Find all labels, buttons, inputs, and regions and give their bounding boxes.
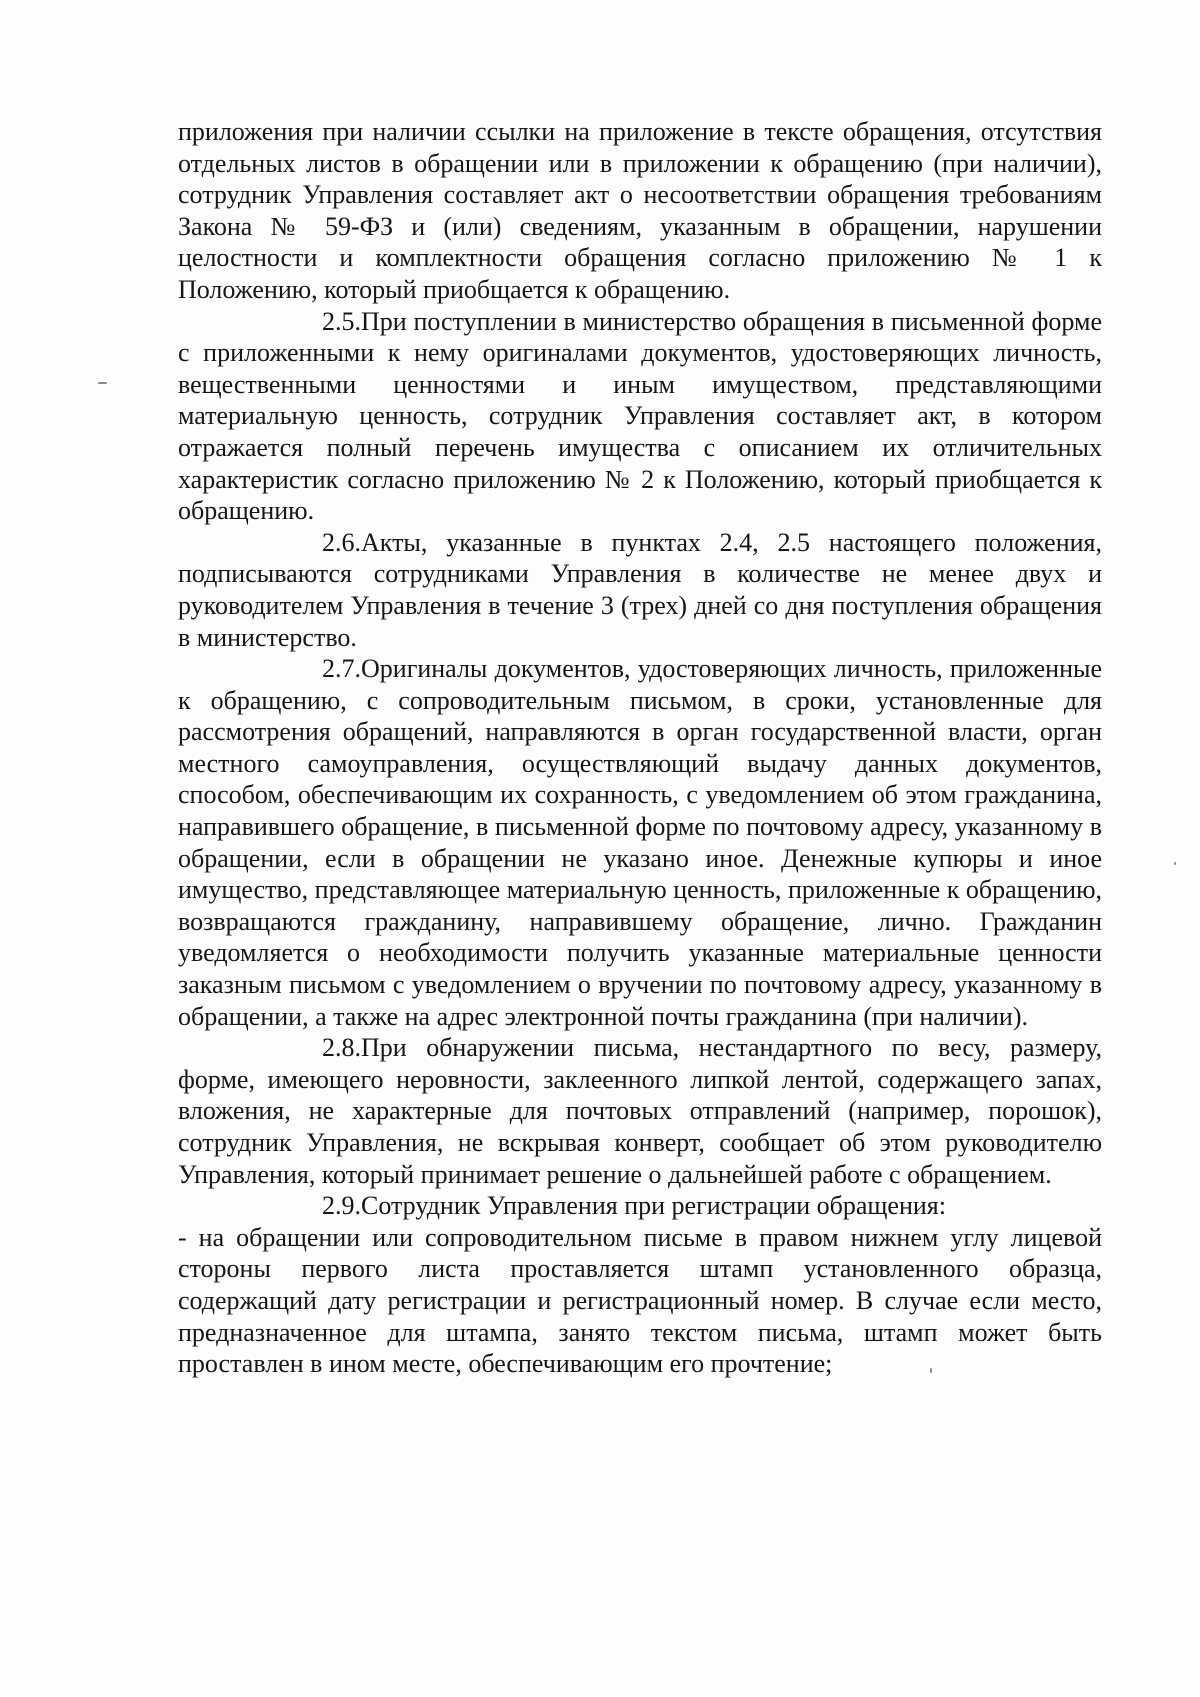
scan-speck (930, 1368, 932, 1373)
paragraph-2-4-continuation (178, 116, 1102, 306)
paragraph-2-6 (178, 527, 1102, 653)
paragraph-2-9-item-1 (178, 1222, 1102, 1380)
paragraph-2-7 (178, 653, 1102, 1032)
paragraph-number: 2.5. (322, 306, 361, 336)
scan-speck (1174, 862, 1176, 865)
paragraph-2-5 (178, 306, 1102, 527)
paragraph-text: Оригиналы документов, удостоверяющих личность, приложенные к обращению, с сопроводительным письмом, в сроки, установленные для рассмотрения обращений, направляются в орган государственной власти, орган местного самоуправления, осуществляющий выдачу данных документов, способом, обеспечивающим их сохранность, с уведомлением об этом гражданина, направившего обращение, в письменной форме по почтовому адресу, указанному в обращении, если в обращении не указано иное. Денежные купюры и иное имущество, представляющее материальную ценность, приложенные к обращению, возвращаются гражданину, направившему обращение, лично. Гражданин уведомляется о необходимости получить указанные материальные ценности заказным письмом с уведомлением о вручении по почтовому адресу, указанному в обращении, а также на адрес электронной почты гражданина (при наличии). (178, 654, 1102, 1031)
paragraph-2-8 (178, 1032, 1102, 1190)
paragraph-2-9 (178, 1190, 1102, 1222)
paragraph-number: 2.9. (322, 1191, 361, 1221)
paragraph-number: 2.7. (322, 654, 361, 684)
paragraph-text: При обнаружении письма, нестандартного по весу, размеру, форме, имеющего неровности, заклеенного липкой лентой, содержащего запах, вложения, не характерные для почтовых отправлений (например, порошок), сотрудник Управления, не вскрывая конверт, сообщает об этом руководителю Управления, который принимает решение о дальнейшей работе с обращением. (178, 1033, 1102, 1189)
scan-speck (98, 382, 107, 384)
paragraph-number: 2.6. (322, 527, 361, 557)
paragraph-text: приложения при наличии ссылки на приложение в тексте обращения, отсутствия отдельных листов в обращении или в приложении к обращению (при наличии), сотрудник Управления составляет акт о несоответствии обращения требованиям Закона № 59-ФЗ и (или) сведениям, указанным в обращении, нарушении целостности и комплектности обращения согласно приложению № 1 к Положению, который приобщается к обращению. (178, 117, 1102, 304)
paragraph-text: - на обращении или сопроводительном письме в правом нижнем углу лицевой стороны первого листа проставляется штамп установленного образца, содержащий дату регистрации и регистрационный номер. В случае если место, предназначенное для штампа, занято текстом письма, штамп может быть проставлен в ином месте, обеспечивающим его прочтение; (178, 1222, 1102, 1379)
paragraph-text: Сотрудник Управления при регистрации обращения: (361, 1191, 946, 1221)
paragraph-text: Акты, указанные в пунктах 2.4, 2.5 настоящего положения, подписываются сотрудниками Управления в количестве не менее двух и руководителем Управления в течение 3 (трех) дней со дня поступления обращения в министерство. (178, 527, 1102, 652)
document-body (178, 116, 1102, 1380)
paragraph-number: 2.8. (322, 1033, 361, 1063)
paragraph-text: При поступлении в министерство обращения в письменной форме с приложенными к нему оригиналами документов, удостоверяющих личность, вещественными ценностями и иным имуществом, представляющими материальную ценность, сотрудник Управления составляет акт, в котором отражается полный перечень имущества с описанием их отличительных характеристик согласно приложению № 2 к Положению, который приобщается к обращению. (178, 306, 1102, 526)
